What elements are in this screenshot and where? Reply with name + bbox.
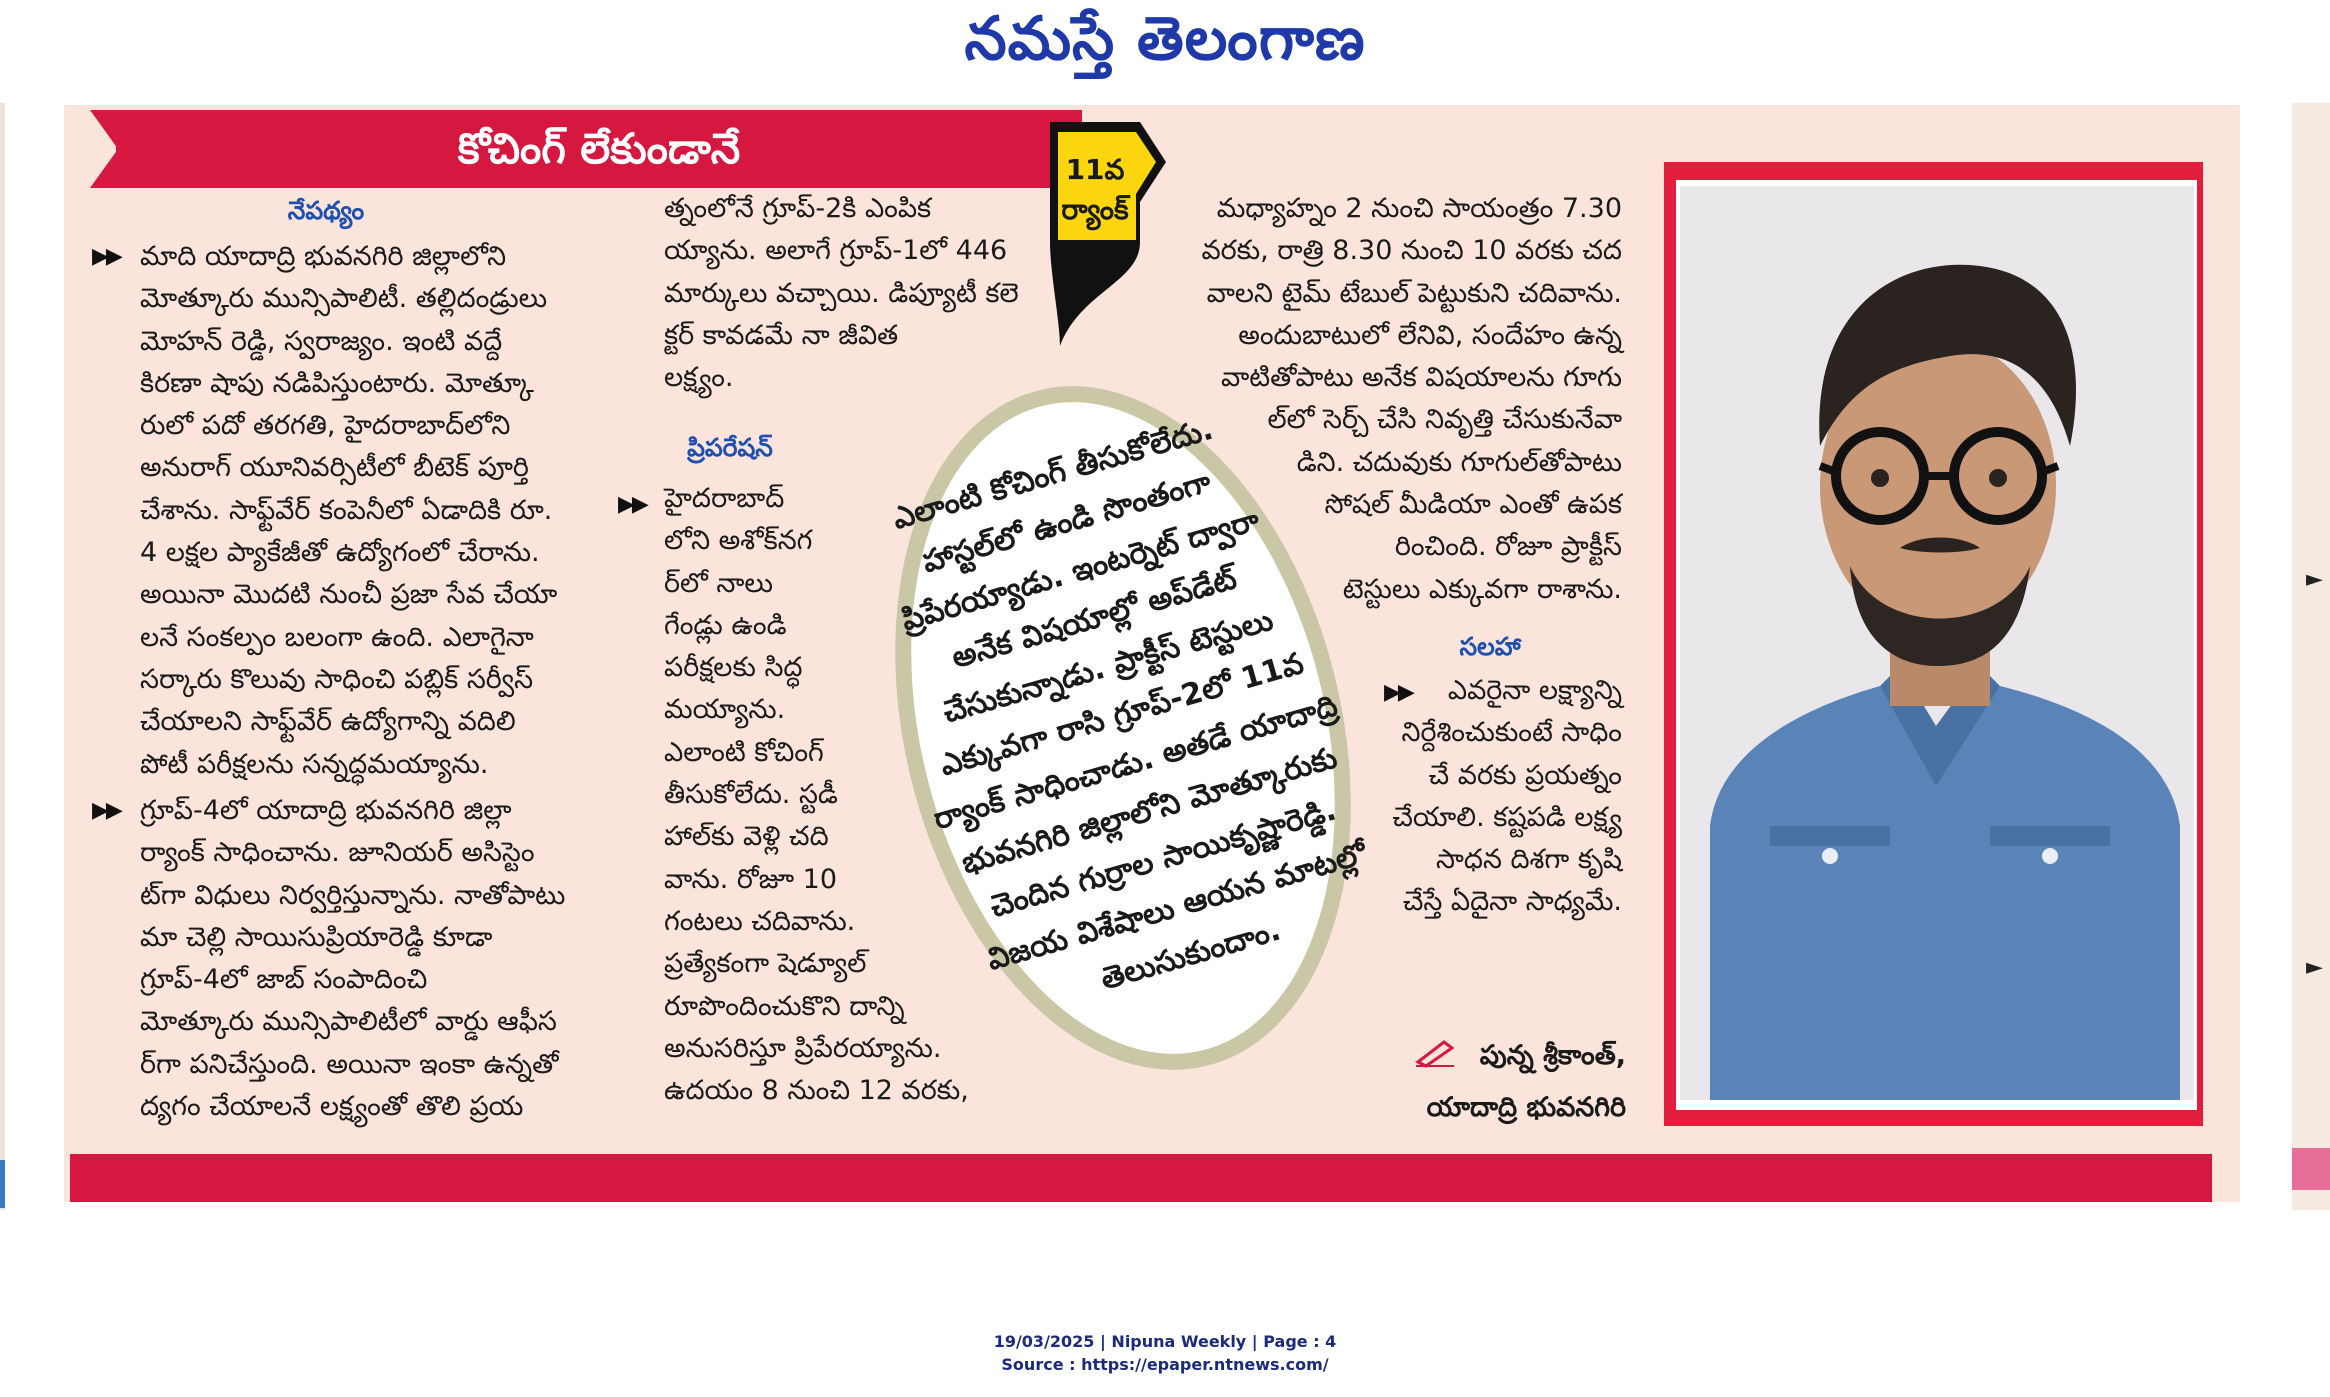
headline-notch [90, 110, 118, 188]
column1-paragraph1: మాది యాదాద్రి భువనగిరి జిల్లాలోని మోత్కూరు మున్సిపాలిటీ. తల్లిదండ్రులు మోహన్ రెడ్డి, స్వరాజ్యం. ఇంటి వద్దే కిరణా షాపు నడిపిస్తుంటారు. మోత్కూ రులో పదో తరగతి, హైదరాబాద్‌లోని అనురాగ్ యూనివర్సిటీలో బీటెక్ పూర్తి చేశాను. సాఫ్ట్‌వేర్ కంపెనీలో ఏడాదికి రూ. 4 లక్షల ప్యాకేజీతో ఉద్యోగంలో చేరాను. అయినా మొదటి నుంచీ ప్రజా సేవ చేయా లనే సంకల్పం బలంగా ఉంది. ఎలాగైనా సర్కారు కొలువు సాధించి పబ్లిక్ సర్వీస్ చేయాలని సాఫ్ట్‌వేర్ ఉద్యోగాన్ని వదిలి పోటీ పరీక్షలను సన్నద్ధమయ్యాను. [140, 241, 558, 780]
bullet-arrow-icon: ▶▶ [618, 492, 646, 517]
section-heading-advice: సలహా [1459, 632, 1521, 661]
pull-quote-text: ఎలాంటి కోచింగ్ తీసుకోలేదు. హాస్టల్‌లో ఉండి సొంతంగా ప్రిపేరయ్యాడు. ఇంటర్నెట్ ద్వారా అనేక విషయాల్లో అప్‌డేట్ చేసుకున్నాడు. ప్రాక్టీస్ టెస్టులు ఎక్కువగా రాసి గ్రూప్-2లో 11వ ర్యాంక్ సాధించాడు. అతడే యాదాద్రి భువనగిరి జిల్లాలోని మోత్కూరుకు చెందిన గుర్రాల సాయికృష్ణారెడ్డి. విజయ విశేషాలు ఆయన మాటల్లో తెలుసుకుందాం. [888, 411, 1371, 998]
nav-arrow-icon: ► [2306, 955, 2323, 980]
section-heading-preparation: ప్రిపరేషన్ [687, 433, 773, 462]
column2-top-paragraph: త్నంలోనే గ్రూప్-2కి ఎంపిక య్యాను. అలాగే గ్రూప్-1లో 446 మార్కులు వచ్చాయి. డిప్యూటీ కలె క్టర్ కావడమే నా జీవిత లక్ష్యం. [664, 193, 1019, 394]
rank-badge-text [1052, 150, 1138, 230]
page-footer [0, 1330, 2330, 1376]
footer-source-line: Source : https://epaper.ntnews.com/ [1001, 1355, 1329, 1374]
adjacent-article-edge-right-marker [2292, 1148, 2330, 1190]
bullet-arrow-icon: ▶▶ [92, 798, 120, 823]
bullet-arrow-icon: ▶▶ [1384, 680, 1412, 705]
nav-arrow-icon: ► [2306, 567, 2323, 592]
section-heading-background: నేపథ్యం [287, 196, 365, 225]
byline [1414, 1030, 1626, 1134]
bullet-arrow-icon: ▶▶ [92, 244, 120, 269]
portrait-photo [1680, 186, 2194, 1100]
rank-badge-number: 11వ [1065, 153, 1125, 186]
byline-name: పున్న శ్రీకాంత్, [1479, 1040, 1626, 1071]
column3-top-paragraph: మధ్యాహ్నం 2 నుంచి సాయంత్రం 7.30 వరకు, రాత్రి 8.30 నుంచి 10 వరకు చద వాలని టైమ్ టేబుల్ పెట్టుకుని చదివాను. అందుబాటులో లేనివి, సందేహం ఉన్న వాటితోపాటు అనేక విషయాలను గూగు ల్‌లో సెర్చ్ చేసి నివృత్తి చేసుకునేవా డిని. చదువుకు గూగుల్‌తోపాటు సోషల్ మీడియా ఎంతో ఉపక రించింది. రోజూ ప్రాక్టీస్ టెస్టులు ఎక్కువగా రాశాను. [1201, 193, 1622, 605]
byline-place: యాదాద్రి భువనగిరి [1426, 1092, 1626, 1123]
column1-paragraph2: గ్రూప్-4లో యాదాద్రి భువనగిరి జిల్లా ర్యాంక్ సాధించాను. జూనియర్ అసిస్టెం ట్‌గా విధులు నిర్వర్తిస్తున్నాను. నాతోపాటు మా చెల్లి సాయిసుప్రియారెడ్డి కూడా గ్రూప్-4లో జాబ్ సంపాదించి మోత్కూరు మున్సిపాలిటీలో వార్డు ఆఫీస ర్‌గా పనిచేస్తుంది. అయినా ఇంకా ఉన్నతో ద్యగం చేయాలనే లక్ష్యంతో తొలి ప్రయ [140, 795, 566, 1123]
adjacent-article-edge-left-marker [0, 1160, 5, 1208]
footer-date-line: 19/03/2025 | Nipuna Weekly | Page : 4 [993, 1332, 1337, 1351]
adjacent-article-edge-left [0, 103, 5, 1210]
column3-advice: ఎవరైనా లక్ష్యాన్ని నిర్దేశించుకుంటే సాధిం చే వరకు ప్రయత్నం చేయాలి. కష్టపడి లక్ష్య సాధన దిశగా కృషి చేస్తే ఏదైనా సాధ్యమే. [1392, 675, 1622, 918]
rank-badge-label: ర్యాంక్ [1061, 193, 1129, 226]
masthead-title: నమస్తే తెలంగాణ [964, 4, 1366, 74]
adjacent-article-edge-right [2292, 103, 2330, 1210]
article-bottom-band [70, 1154, 2212, 1202]
headline: కోచింగ్ లేకుండానే [457, 124, 741, 173]
column2-preparation: హైదరాబాద్ లోని అశోక్‌నగ ర్‌లో నాలు గేండ్లు ఉండి పరీక్షలకు సిద్ధ మయ్యాను. ఎలాంటి కోచింగ్ తీసుకోలేదు. స్టడీ హాల్‌కు వెళ్లి చది వాను. రోజూ 10 గంటలు చదివాను. ప్రత్యేకంగా షెడ్యూల్ రూపొందించుకొని దాన్ని అనుసరిస్తూ ప్రిపేరయ్యాను. ఉదయం 8 నుంచి 12 వరకు, [664, 483, 969, 1107]
